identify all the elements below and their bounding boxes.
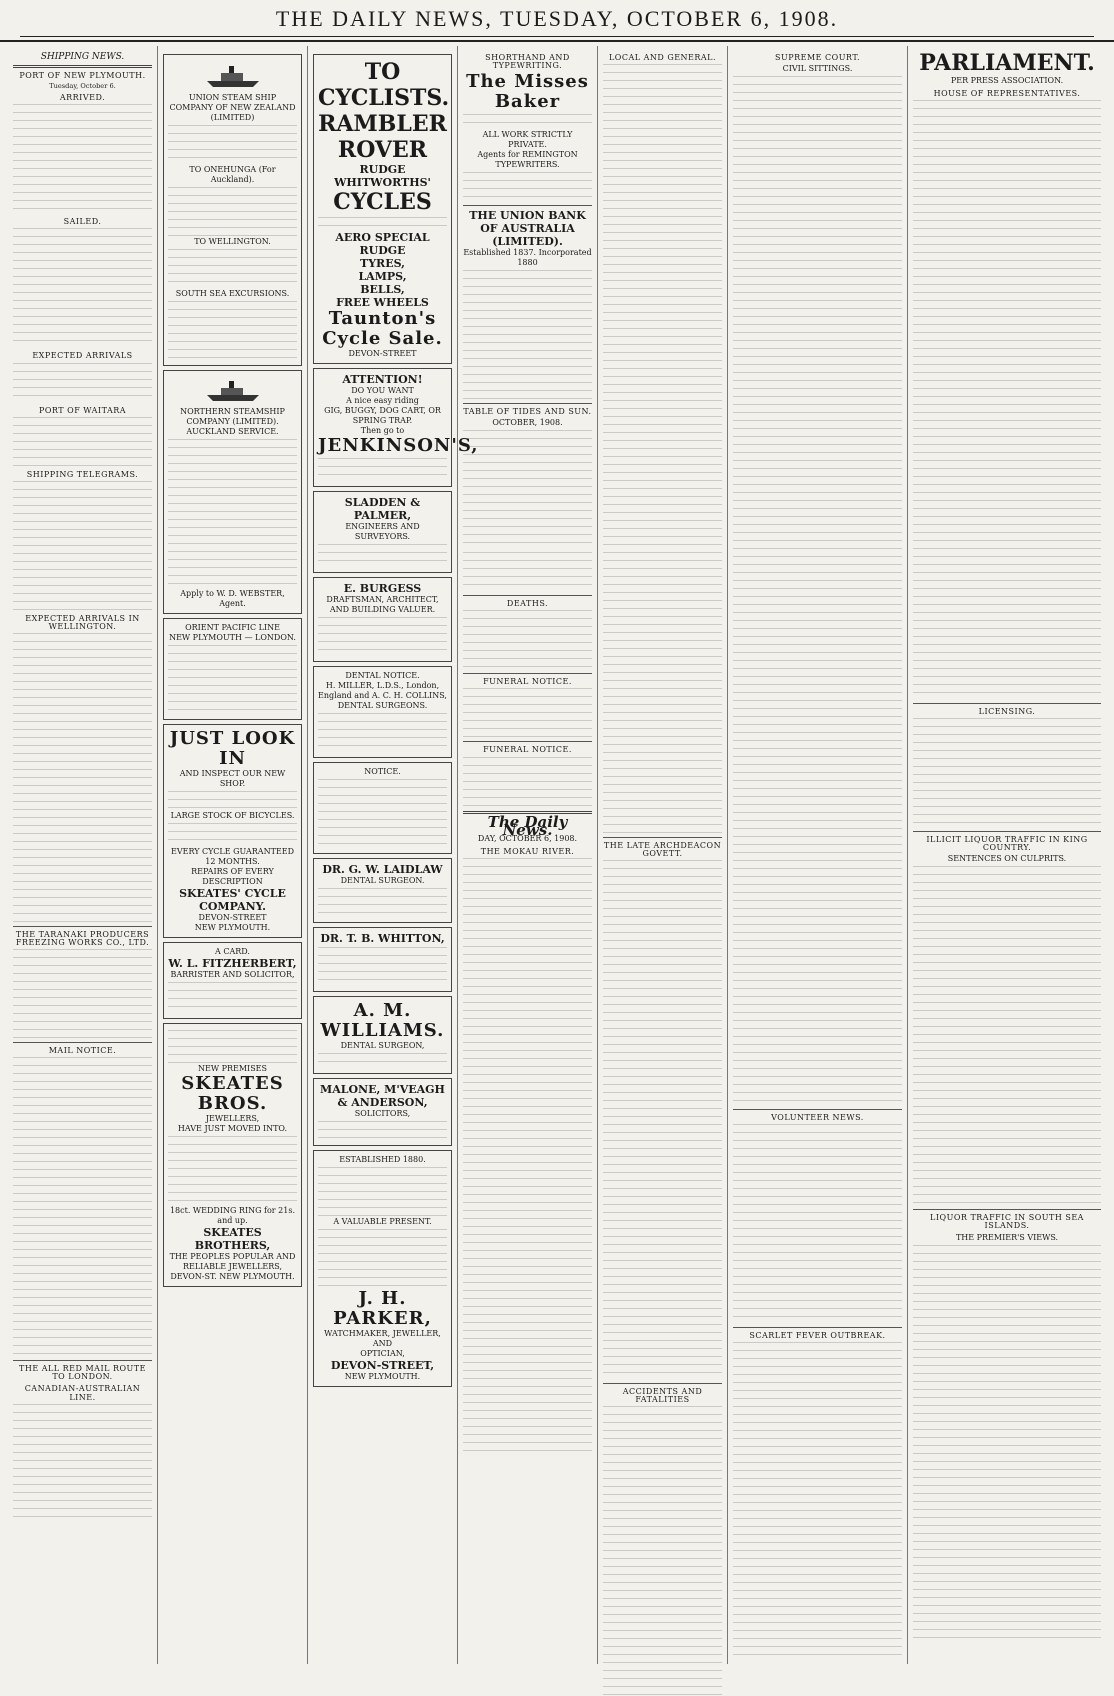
deaths-heading: DEATHS.: [506, 599, 549, 609]
sailed-heading: SAILED.: [63, 217, 102, 227]
telegrams-heading: SHIPPING TELEGRAMS.: [26, 469, 139, 479]
liquor-heading: LIQUOR TRAFFIC IN SOUTH SEA ISLANDS.: [930, 1213, 1084, 1231]
notice-heading: NOTICE.: [364, 767, 401, 776]
rambler-title: RAMBLER: [318, 111, 447, 137]
parker-ad: [313, 1150, 452, 1387]
waitara-text: [13, 417, 152, 467]
engineers: ENGINEERS AND SURVEYORS.: [345, 522, 420, 541]
aero-special: AERO SPECIAL RUDGE: [335, 231, 430, 257]
solicitors: SOLICITORS,: [354, 1109, 411, 1118]
masthead: [0, 0, 1114, 42]
house-heading: HOUSE OF REPRESENTATIVES.: [933, 89, 1081, 98]
column-shipping: [8, 46, 158, 1664]
south-sea-heading: SOUTH SEA EXCURSIONS.: [175, 289, 290, 298]
sentences-heading: SENTENCES ON CULPRITS.: [947, 854, 1067, 864]
then-go: Then go to: [360, 426, 405, 435]
skeates-bros-ad: [163, 1023, 302, 1287]
new-plymouth: NEW PLYMOUTH.: [194, 923, 271, 932]
illicit-heading: ILLICIT LIQUOR TRAFFIC IN KING COUNTRY.: [926, 835, 1088, 853]
accidents-heading: ACCIDENTS AND FATALITIES: [622, 1387, 703, 1405]
port-heading: PORT OF NEW PLYMOUTH.: [19, 71, 146, 81]
tides-table: [463, 430, 592, 550]
tides-heading: TABLE OF TIDES AND SUN.: [463, 407, 592, 417]
parliament-heading: PARLIAMENT.: [919, 50, 1095, 76]
mail-notice-text: [13, 1057, 152, 1357]
notice-ad: [313, 762, 452, 854]
column-cycles: [308, 46, 479, 1664]
moved-in: HAVE JUST MOVED INTO.: [177, 1124, 288, 1133]
free-wheels: FREE WHEELS: [336, 296, 429, 309]
parliament-text: [913, 100, 1101, 700]
tides-month: OCTOBER, 1908.: [492, 418, 563, 428]
editorial-date: DAY, OCTOBER 6, 1908.: [477, 833, 578, 843]
apply-webster: Apply to W. D. WEBSTER, Agent.: [180, 589, 285, 608]
and-line: AND: [372, 1339, 393, 1348]
barrister: BARRISTER AND SOLICITOR,: [170, 970, 295, 979]
premiers-views: THE PREMIER'S VIEWS.: [955, 1232, 1059, 1242]
accidents-text: [603, 1406, 722, 1696]
steamship-icon: [203, 379, 263, 403]
whitton-name: DR. T. B. WHITTON,: [320, 932, 445, 945]
tyres: TYRES,: [360, 257, 405, 270]
jewellers: JEWELLERS,: [205, 1114, 260, 1123]
arrived-text: [13, 104, 152, 214]
orient-sub: NEW PLYMOUTH — LONDON.: [169, 633, 296, 642]
union-title: UNION STEAM SHIP COMPANY OF NEW ZEALAND (LIMITED): [169, 93, 296, 122]
watchmaker: WATCHMAKER, JEWELLER,: [324, 1329, 441, 1338]
press-association: PER PRESS ASSOCIATION.: [950, 76, 1064, 85]
expected-heading: EXPECTED ARRIVALS: [32, 351, 133, 361]
column-supreme-court: [728, 46, 908, 1664]
column-steamship-ads: [158, 46, 308, 1664]
scarlet-heading: SCARLET FEVER OUTBREAK.: [749, 1331, 886, 1341]
williams-ad: [313, 996, 452, 1074]
valuable-present: A VALUABLE PRESENT.: [333, 1217, 432, 1226]
just-look-title: JUST LOOK IN: [169, 728, 296, 769]
mail-notice-heading: MAIL NOTICE.: [48, 1046, 117, 1056]
licensing-text: [913, 718, 1101, 828]
just-look-ad: [163, 724, 302, 938]
northern-title: NORTHERN STEAMSHIP COMPANY (LIMITED).: [180, 407, 285, 426]
local-text: [603, 64, 722, 834]
canadian-heading: CANADIAN-AUSTRALIAN LINE.: [24, 1384, 141, 1402]
sladden-ad: [313, 491, 452, 573]
expected-wellington-heading: EXPECTED ARRIVALS IN WELLINGTON.: [25, 613, 140, 631]
dental-surgeons: DENTAL SURGEONS.: [337, 701, 428, 710]
devon-street: DEVON-STREET: [198, 913, 267, 922]
nice-ride: A nice easy riding: [346, 396, 419, 405]
fitzherbert-ad: [163, 942, 302, 1019]
gig-buggy: GIG, BUGGY, DOG CART, OR SPRING TRAP.: [324, 406, 441, 425]
devon-street: DEVON-STREET: [348, 349, 417, 358]
wellington-heading: TO WELLINGTON.: [194, 237, 271, 246]
shorthand-heading: SHORTHAND AND TYPEWRITING.: [485, 53, 570, 71]
local-heading: LOCAL AND GENERAL.: [608, 53, 717, 62]
bicycles-line: LARGE STOCK OF BICYCLES.: [170, 811, 295, 820]
mokau-text: [463, 858, 592, 1458]
newspaper-title: THE DAILY NEWS, TUESDAY, OCTOBER 6, 1908.: [275, 6, 839, 31]
telegrams-text: [13, 481, 152, 611]
cyclists-title: TO CYCLISTS.: [318, 59, 450, 111]
archdeacon-text: [603, 860, 722, 1380]
volunteers-text: [733, 1124, 902, 1324]
canadian-text: [13, 1404, 152, 1524]
rudge-title: RUDGE WHITWORTHS': [334, 163, 431, 189]
wedding-ring: 18ct. WEDDING RING for 21s. and up.: [169, 1206, 296, 1225]
devon-new-plymouth: DEVON-ST. NEW PLYMOUTH.: [170, 1272, 295, 1281]
expected-text: [13, 363, 152, 403]
skeates-brothers: SKEATES BROTHERS,: [194, 1226, 271, 1252]
williams-surgeon: DENTAL SURGEON,: [340, 1041, 425, 1050]
steamship-icon: [203, 63, 263, 89]
card-heading: A CARD.: [215, 947, 250, 956]
illicit-text: [913, 866, 1101, 1206]
optician: OPTICIAN,: [360, 1349, 405, 1358]
masthead-rule: [20, 36, 1094, 37]
supreme-text: [733, 76, 902, 1106]
collins: H. MILLER, L.D.S., London, England and A. C. H. COLLINS,: [318, 681, 447, 700]
column-parliament: [908, 46, 1106, 1664]
jenkinson-ad: [313, 368, 479, 487]
cycles-title: CYCLES: [333, 189, 432, 215]
fitzherbert-name: W. L. FITZHERBERT,: [168, 957, 297, 970]
malone-ad: [313, 1078, 452, 1146]
private-work: ALL WORK STRICTLY PRIVATE.: [482, 130, 573, 150]
auckland-service: AUCKLAND SERVICE.: [186, 427, 279, 436]
new-plymouth-3: NEW PLYMOUTH.: [344, 1372, 421, 1381]
sladden-name: SLADDEN & PALMER,: [344, 496, 421, 522]
bells: BELLS,: [360, 283, 405, 296]
funeral-heading-2: FUNERAL NOTICE.: [483, 745, 572, 755]
attention-title: ATTENTION!: [342, 373, 423, 386]
just-look-sub: AND INSPECT OUR NEW SHOP.: [179, 769, 286, 788]
taunton-sale: Taunton's Cycle Sale.: [322, 308, 443, 349]
civil-heading: CIVIL SITTINGS.: [782, 64, 853, 74]
column-notices: [458, 46, 598, 1664]
liquor-text: [913, 1245, 1101, 1645]
scarlet-text: [733, 1342, 902, 1662]
whitton-ad: [313, 927, 452, 992]
sailed-text: [13, 228, 152, 348]
guaranteed-line: EVERY CYCLE GUARANTEED 12 MONTHS.: [170, 847, 295, 866]
column-local: [598, 46, 728, 1664]
draftsman: DRAFTSMAN, ARCHITECT, AND BUILDING VALUER.: [326, 595, 439, 614]
laidlaw-name: DR. G. W. LAIDLAW: [322, 863, 443, 876]
rover-title: ROVER: [337, 137, 428, 163]
parker-name: J. H. PARKER,: [333, 1288, 432, 1329]
do-you-want: DO YOU WANT: [351, 386, 414, 395]
funeral-heading: FUNERAL NOTICE.: [483, 677, 572, 687]
bank-established: Established 1837. Incorporated 1880: [463, 248, 592, 268]
licensing-heading: LICENSING.: [978, 707, 1036, 717]
union-ad: [163, 54, 302, 366]
expected-wellington-text: [13, 633, 152, 923]
skeates-bros-title: SKEATES BROS.: [181, 1073, 284, 1114]
archdeacon-heading: THE LATE ARCHDEACON GOVETT.: [603, 841, 722, 859]
peoples-jewellers: THE PEOPLES POPULAR AND RELIABLE JEWELLERS,: [169, 1252, 296, 1271]
established: ESTABLISHED 1880.: [339, 1155, 426, 1164]
laidlaw-ad: [313, 858, 452, 923]
union-bank: THE UNION BANK OF AUSTRALIA (LIMITED).: [469, 209, 586, 249]
remington-agents: Agents for REMINGTON TYPEWRITERS.: [477, 150, 578, 170]
mokau-heading: THE MOKAU RIVER.: [480, 846, 575, 856]
dental-notice-ad: [313, 666, 452, 758]
arrived-heading: ARRIVED.: [59, 93, 106, 103]
taranaki-producers-heading: THE TARANAKI PRODUCERS FREEZING WORKS CO., LTD.: [15, 929, 150, 948]
skeates-cycle-title: SKEATES' CYCLE COMPANY.: [179, 887, 286, 913]
burgess-ad: [313, 577, 452, 662]
malone-name: MALONE, M'VEAGH & ANDERSON,: [320, 1083, 445, 1109]
cyclists-ad: [313, 54, 452, 364]
laidlaw-surgeon: DENTAL SURGEON.: [340, 876, 425, 885]
taranaki-producers-text: [13, 949, 152, 1039]
repairs-line: REPAIRS OF EVERY DESCRIPTION: [191, 867, 274, 886]
williams-name: A. M. WILLIAMS.: [320, 1000, 445, 1041]
volunteers-heading: VOLUNTEER NEWS.: [771, 1113, 864, 1123]
supreme-heading: SUPREME COURT.: [774, 53, 861, 62]
misses-baker: The Misses Baker: [466, 71, 589, 113]
orient-ad: [163, 618, 302, 720]
waitara-heading: PORT OF WAITARA: [38, 405, 127, 415]
new-premises: NEW PREMISES: [197, 1064, 267, 1073]
daily-news-title: The Daily News.: [487, 812, 568, 839]
allred-heading: THE ALL RED MAIL ROUTE TO LONDON.: [19, 1364, 146, 1382]
newspaper-page: [8, 46, 1106, 1664]
burgess-name: E. BURGESS: [343, 582, 422, 595]
devon-street-3: DEVON-STREET,: [330, 1359, 435, 1372]
northern-ad: [163, 370, 302, 614]
shipping-heading: SHIPPING NEWS.: [40, 52, 125, 62]
orient-title: ORIENT PACIFIC LINE: [185, 623, 280, 632]
onehunga-heading: TO ONEHUNGA (For Auckland).: [189, 165, 276, 184]
jenkinson-name: JENKINSON'S,: [318, 435, 479, 456]
lamps: LAMPS,: [358, 270, 407, 283]
dental-notice-heading: DENTAL NOTICE.: [345, 671, 420, 680]
shipping-date: Tuesday, October 6.: [49, 82, 116, 91]
